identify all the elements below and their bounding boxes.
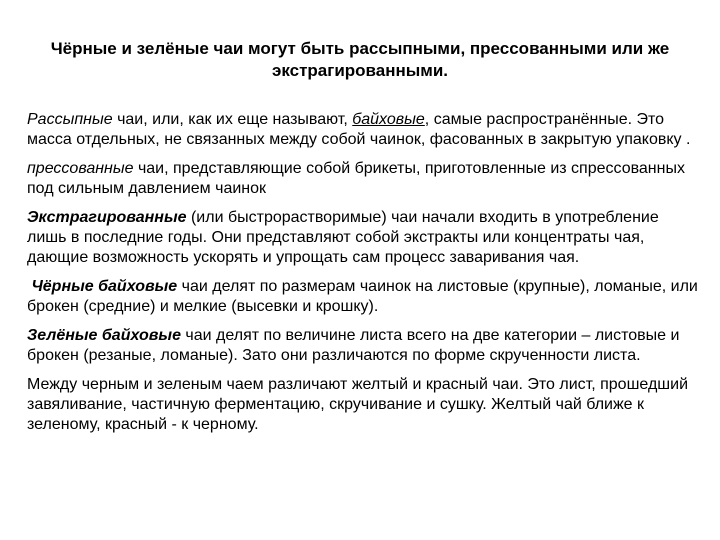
slide-body: [27, 110, 699, 444]
term-pressed: прессованные: [27, 160, 134, 177]
paragraph-extracted-tea: [27, 208, 699, 268]
text-extracted: (или быстрорастворимые) чаи начали входить в употребление лишь в последние годы. Они представляют собой экстракты или концентраты чая, дающие возможность ускорять и упрощать сам процесс заваривания чая.: [27, 209, 659, 266]
text-green: чаи делят по величине листа всего на две категории – листовые и брокен (резаные, ломаные). Зато они различаются по форме скрученности листа.: [27, 327, 680, 364]
text-black: чаи делят по размерам чаинок на листовые (крупные), ломаные, или брокен (средние) и мелкие (высевки и крошку).: [27, 278, 698, 315]
text-loose-2: , самые распространённые. Это масса отдельных, не связанных между собой чаинок, фасованных в закрытую упаковку .: [27, 111, 691, 148]
paragraph-yellow-red-tea: [27, 375, 699, 435]
paragraph-green-tea: [27, 326, 699, 366]
term-green-baikhovye: Зелёные байховые: [27, 327, 181, 344]
text-yellow-red: Между черным и зеленым чаем различают желтый и красный чаи. Это лист, прошедший завяливание, частичную ферментацию, скручивание и сушку. Желтый чай ближе к зеленому, красный - к черному.: [27, 376, 689, 433]
text-pressed: чаи, представляющие собой брикеты, приготовленные из спрессованных под сильным давлением чаинок: [27, 160, 685, 197]
text-loose-1: чаи, или, как их еще называют,: [112, 111, 353, 128]
paragraph-black-tea: [27, 277, 699, 317]
paragraph-pressed-tea: [27, 159, 699, 199]
slide-title: Чёрные и зелёные чаи могут быть рассыпными, прессованными или же экстрагированными.: [50, 39, 670, 80]
term-extracted: Экстрагированные: [27, 209, 187, 226]
paragraph-loose-tea: [27, 110, 699, 150]
term-black-baikhovye: Чёрные байховые: [31, 278, 178, 295]
term-baikhovye: байховые: [352, 111, 425, 128]
term-loose: Рассыпные: [27, 111, 113, 128]
